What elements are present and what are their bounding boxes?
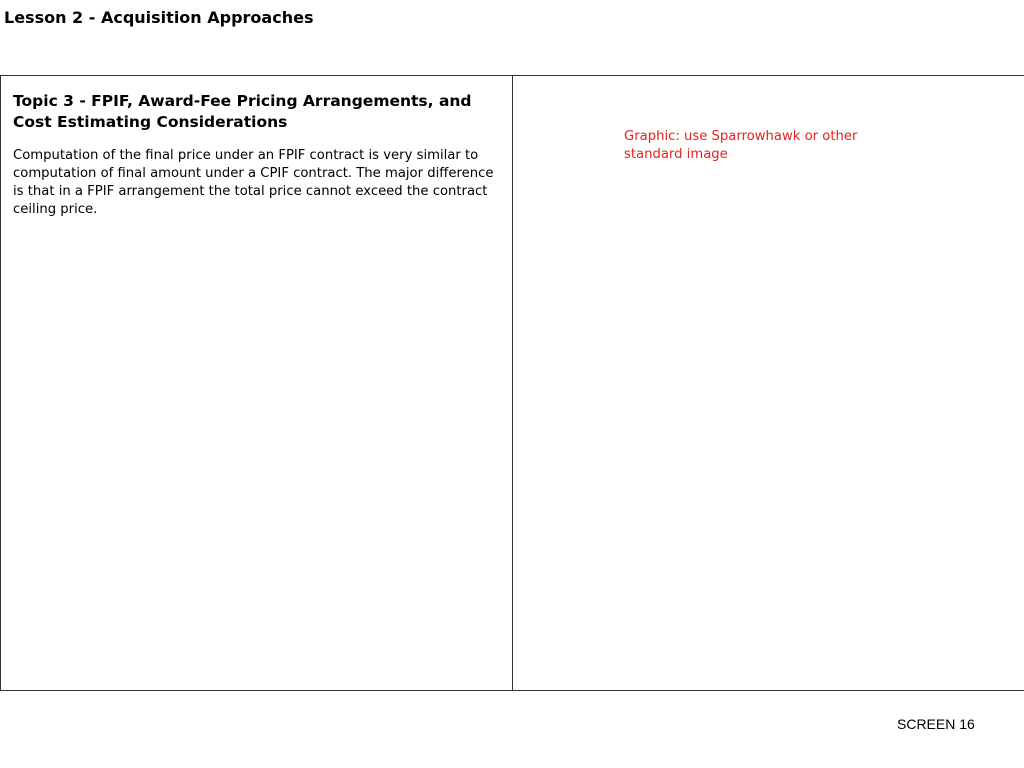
body-text: Computation of the final price under an FPIF contract is very similar to computation of final amount under a CPIF contract. The major difference is that in a FPIF arrangement the total price cannot exceed the contract ceiling price.	[13, 148, 494, 217]
screen-number-label: SCREEN 16	[897, 716, 975, 732]
graphic-panel-right	[512, 75, 1024, 691]
graphic-placeholder-note: Graphic: use Sparrowhawk or other standard image	[624, 129, 858, 162]
lesson-title: Lesson 2 - Acquisition Approaches	[4, 8, 314, 27]
topic-heading: Topic 3 - FPIF, Award-Fee Pricing Arrangements, and Cost Estimating Considerations	[13, 92, 472, 131]
content-panel-left	[0, 75, 513, 691]
